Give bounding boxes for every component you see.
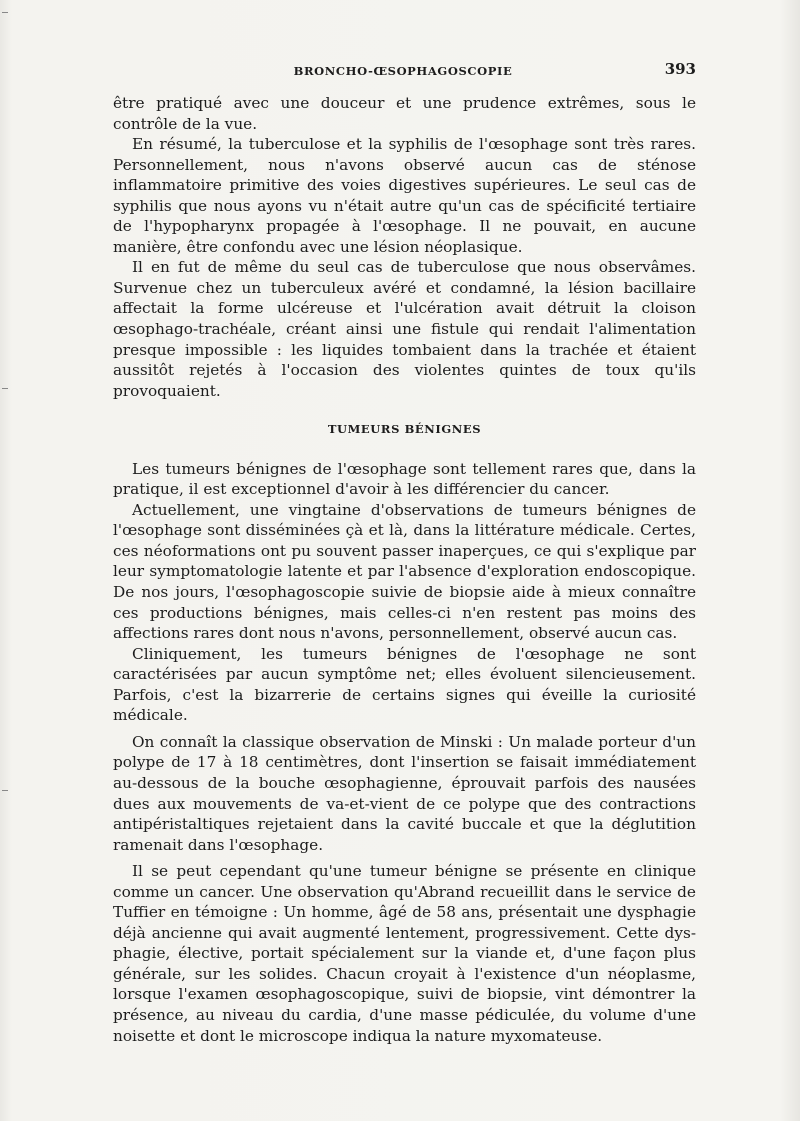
running-head	[110, 60, 696, 84]
paragraph: Cliniquement, les tumeurs bénignes de l'œsophage ne sont caractérisées par aucun symptôme net; elles évoluent silencieusement. Parfois, c'est la bizarrerie de certains signes qui éveille la curiosité médicale.	[113, 644, 696, 725]
section-heading: TUMEURS BÉNIGNES	[327, 422, 482, 437]
paragraph: être pratiqué avec une douceur et une prudence extrêmes, sous le contrôle de la vue.	[113, 94, 696, 133]
scan-margin-mark	[2, 790, 8, 791]
paragraph: Il se peut cependant qu'une tumeur bénigne se présente en clinique comme un cancer. Une observation qu'Abrand recueillit dans le service de Tuffier en témoigne : Un homme, âgé de 58 ans, présentait une dysphagie déjà ancienne qui avait augmenté lentement, progressivement. Cette dysphagie, élective, portait spécialement sur la viande et, d'une façon plus générale, sur les solides. Chacun croyait à l'existence d'un néoplasme, lorsque l'examen œsophagoscopique, suivi de biopsie, vint démontrer la présence, au niveau du cardia, d'une masse pédiculée, du volume d'une noisette et dont le microscope indiqua la nature myxomateuse.	[113, 862, 696, 1045]
body-text	[113, 93, 696, 1046]
paragraph: Actuellement, une vingtaine d'observations de tumeurs bénignes de l'œsophage sont disséminées çà et là, dans la littérature médicale. Certes, ces néoformations ont pu souvent passer inaperçues, ce qui s'explique par leur symptomatologie latente et par l'absence d'exploration endoscopique. De nos jours, l'œsophagoscopie suivie de biopsie aide à mieux connaître ces productions bénignes, mais celles-ci n'en restent pas moins des affections rares dont nous n'avons, personnellement, observé aucun cas.	[113, 500, 696, 643]
scan-margin-mark	[2, 388, 8, 389]
paragraph: Les tumeurs bénignes de l'œsophage sont tellement rares que, dans la pratique, il est exceptionnel d'avoir à les différencier du cancer.	[113, 459, 696, 499]
paragraph: On connaît la classique observation de Minski : Un malade porteur d'un polype de 17 à 18 centimètres, dont l'insertion se faisait immédiatement au-dessous de la bouche œsophagienne, éprouvait parfois des nausées dues aux mouvements de va-et-vient de ce polype que des contractions antipéristaltiques rejetaient dans la cavité buccale et que la déglutition ramenait dans l'œsophage.	[113, 732, 696, 854]
running-title: BRONCHO-ŒSOPHAGOSCOPIE	[293, 64, 513, 78]
paragraph: En résumé, la tuberculose et la syphilis de l'œsophage sont très rares. Personnellement, nous n'avons observé aucun cas de sténose inflammatoire primitive des voies digestives supérieures. Le seul cas de syphilis que nous ayons vu n'était autre qu'un cas de spécificité tertiaire de l'hypopharynx propagée à l'œsophage. Il ne pouvait, en aucune manière, être confondu avec une lésion néoplasique.	[113, 135, 696, 256]
paragraph: Il en fut de même du seul cas de tuberculose que nous observâmes. Survenue chez un tuberculeux avéré et condamné, la lésion bacillaire affectait la forme ulcéreuse et l'ulcération avait détruit la cloison œsophago-trachéale, créant ainsi une fistule qui rendait l'alimentation presque impossible : les liquides tombaient dans la trachée et étaient aussitôt rejetés à l'occasion des violentes quintes de toux qu'ils provoquaient.	[113, 258, 696, 400]
page-number: 393	[664, 60, 696, 78]
scan-margin-mark	[2, 12, 8, 13]
